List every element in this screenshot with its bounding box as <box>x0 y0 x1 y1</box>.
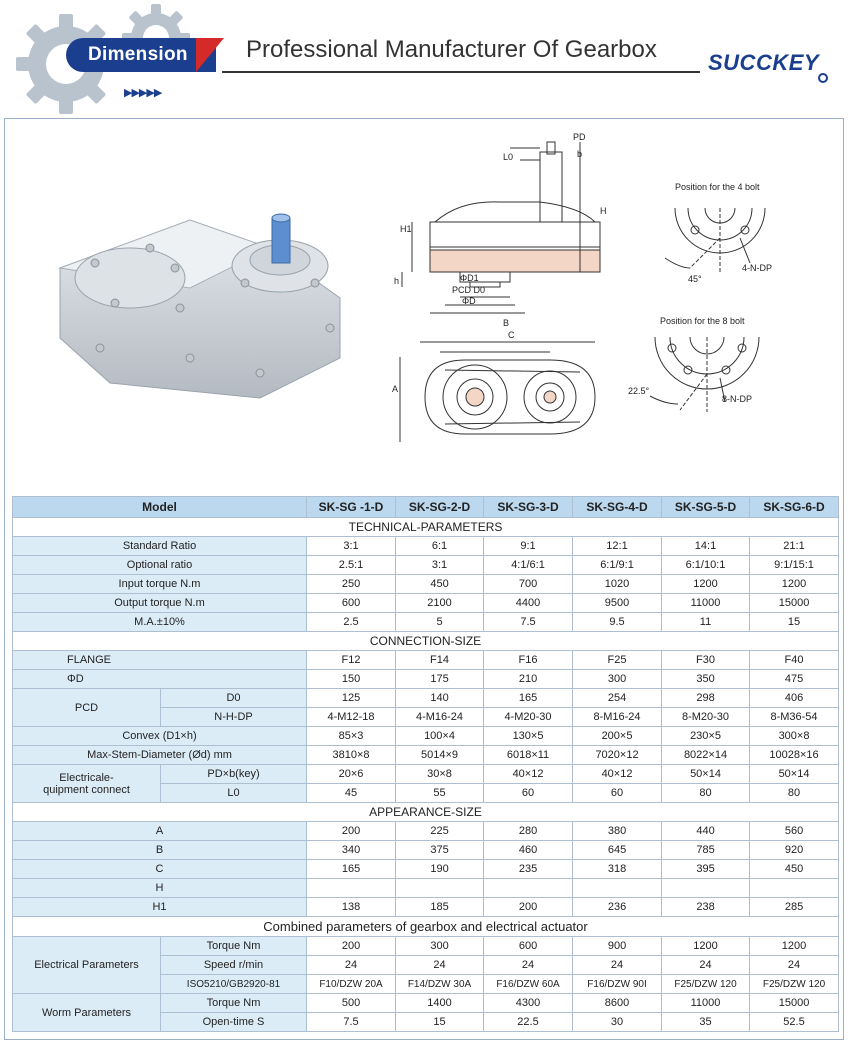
model-header-3: SK-SG-3-D <box>484 497 573 518</box>
value-cell: 920 <box>750 841 839 860</box>
value-cell: 600 <box>307 594 396 613</box>
value-cell: 35 <box>662 1013 750 1032</box>
param-label: Optional ratio <box>13 556 307 575</box>
value-cell: F10/DZW 20A <box>307 975 396 994</box>
value-cell: 4300 <box>484 994 573 1013</box>
value-cell: 6:1 <box>396 537 484 556</box>
dim-label-pd: PD <box>573 132 586 142</box>
value-cell: 15000 <box>750 594 839 613</box>
value-cell: 900 <box>573 937 662 956</box>
value-cell: 24 <box>750 956 839 975</box>
table-row <box>13 518 839 537</box>
value-cell: 60 <box>573 784 662 803</box>
value-cell: F12 <box>307 651 396 670</box>
dim-label-d: ΦD <box>462 296 476 306</box>
table-row <box>13 994 839 1013</box>
value-cell: F25/DZW 120 <box>750 975 839 994</box>
value-cell: 235 <box>484 860 573 879</box>
value-cell: 85×3 <box>307 727 396 746</box>
value-cell: 1200 <box>750 937 839 956</box>
value-cell: 55 <box>396 784 484 803</box>
page-header <box>0 0 850 112</box>
value-cell: 250 <box>307 575 396 594</box>
value-cell: 2100 <box>396 594 484 613</box>
dim-label-b-large: B <box>503 318 510 328</box>
value-cell: 350 <box>662 670 750 689</box>
model-header-2: SK-SG-2-D <box>396 497 484 518</box>
group-label: Electrical Parameters <box>13 937 161 994</box>
value-cell: 5014×9 <box>396 746 484 765</box>
model-header: Model <box>13 497 307 518</box>
param-label: H1 <box>13 898 307 917</box>
value-cell: 2.5 <box>307 613 396 632</box>
section-title: TECHNICAL-PARAMETERS <box>13 518 839 537</box>
value-cell: 80 <box>750 784 839 803</box>
sub-param-label: L0 <box>161 784 307 803</box>
dim-label-h-small: h <box>394 276 400 286</box>
table-row <box>13 879 839 898</box>
value-cell: 395 <box>662 860 750 879</box>
param-label: PCD <box>13 689 161 727</box>
dimension-drawing <box>390 132 640 452</box>
value-cell: 30×8 <box>396 765 484 784</box>
value-cell: 60 <box>484 784 573 803</box>
sub-param-label: N-H-DP <box>161 708 307 727</box>
value-cell: 1200 <box>662 575 750 594</box>
table-row <box>13 898 839 917</box>
value-cell: 15 <box>396 1013 484 1032</box>
value-cell: 7.5 <box>484 613 573 632</box>
value-cell <box>396 879 484 898</box>
value-cell: 7.5 <box>307 1013 396 1032</box>
bolt8-diagram <box>620 312 790 424</box>
table-row <box>13 841 839 860</box>
value-cell: 8-M20-30 <box>662 708 750 727</box>
value-cell: 150 <box>307 670 396 689</box>
value-cell: 2.5:1 <box>307 556 396 575</box>
value-cell: 8600 <box>573 994 662 1013</box>
table-row <box>13 689 839 708</box>
value-cell: 340 <box>307 841 396 860</box>
param-label: Standard Ratio <box>13 537 307 556</box>
value-cell: 318 <box>573 860 662 879</box>
value-cell: 100×4 <box>396 727 484 746</box>
table-row <box>13 575 839 594</box>
value-cell: 22.5 <box>484 1013 573 1032</box>
badge-accent <box>196 38 224 72</box>
value-cell: 24 <box>396 956 484 975</box>
value-cell: 9.5 <box>573 613 662 632</box>
table-row <box>13 613 839 632</box>
table-row <box>13 632 839 651</box>
brand-logo: SUCCKEY <box>708 50 820 75</box>
value-cell: F25/DZW 120 <box>662 975 750 994</box>
dim-label-d1: ΦD1 <box>460 273 479 283</box>
value-cell: 200 <box>484 898 573 917</box>
value-cell: 15000 <box>750 994 839 1013</box>
value-cell: 14:1 <box>662 537 750 556</box>
model-header-6: SK-SG-6-D <box>750 497 839 518</box>
value-cell: 50×14 <box>662 765 750 784</box>
value-cell: 375 <box>396 841 484 860</box>
table-row <box>13 917 839 937</box>
value-cell: 50×14 <box>750 765 839 784</box>
value-cell: 785 <box>662 841 750 860</box>
value-cell: 460 <box>484 841 573 860</box>
value-cell: 7020×12 <box>573 746 662 765</box>
value-cell: 24 <box>484 956 573 975</box>
value-cell: 450 <box>396 575 484 594</box>
table-row <box>13 556 839 575</box>
value-cell: 140 <box>396 689 484 708</box>
sub-param-label: D0 <box>161 689 307 708</box>
value-cell: 200 <box>307 822 396 841</box>
param-label: M.A.±10% <box>13 613 307 632</box>
dim-label-h: H <box>600 206 607 216</box>
param-label: Convex (D1×h) <box>13 727 307 746</box>
value-cell: 1200 <box>662 937 750 956</box>
value-cell: F30 <box>662 651 750 670</box>
table-row <box>13 937 839 956</box>
value-cell: 380 <box>573 822 662 841</box>
value-cell: 4-M16-24 <box>396 708 484 727</box>
value-cell: 1400 <box>396 994 484 1013</box>
value-cell: 3810×8 <box>307 746 396 765</box>
value-cell: F16/DZW 90I <box>573 975 662 994</box>
value-cell: 125 <box>307 689 396 708</box>
value-cell: 45 <box>307 784 396 803</box>
value-cell: 138 <box>307 898 396 917</box>
value-cell: 406 <box>750 689 839 708</box>
sub-param-label: Open-time S <box>161 1013 307 1032</box>
sub-param-label: PD×b(key) <box>161 765 307 784</box>
table-row <box>13 670 839 689</box>
value-cell: 30 <box>573 1013 662 1032</box>
value-cell: 4400 <box>484 594 573 613</box>
value-cell: 700 <box>484 575 573 594</box>
value-cell: 645 <box>573 841 662 860</box>
sub-param-label: ISO5210/GB2920-81 <box>161 975 307 994</box>
sub-param-label: Torque Nm <box>161 937 307 956</box>
value-cell <box>484 879 573 898</box>
value-cell: 230×5 <box>662 727 750 746</box>
value-cell: 200 <box>307 937 396 956</box>
value-cell: 600 <box>484 937 573 956</box>
value-cell: F40 <box>750 651 839 670</box>
value-cell: 11 <box>662 613 750 632</box>
table-row <box>13 765 839 784</box>
group-label: Worm Parameters <box>13 994 161 1032</box>
param-label: A <box>13 822 307 841</box>
dim-label-pcd: PCD D0 <box>452 285 486 295</box>
spec-table <box>12 496 839 1032</box>
value-cell: 165 <box>484 689 573 708</box>
param-label: B <box>13 841 307 860</box>
value-cell: 24 <box>662 956 750 975</box>
gearbox-photo <box>40 208 352 404</box>
bolt8-label: 8-N-DP <box>722 394 753 404</box>
value-cell: 24 <box>307 956 396 975</box>
value-cell: F25 <box>573 651 662 670</box>
value-cell: 175 <box>396 670 484 689</box>
value-cell: 560 <box>750 822 839 841</box>
dim-label-c: C <box>508 330 515 340</box>
sub-param-label: Speed r/min <box>161 956 307 975</box>
value-cell: 200×5 <box>573 727 662 746</box>
bolt8-title: Position for the 8 bolt <box>660 316 745 326</box>
bolt4-title: Position for the 4 bolt <box>675 182 760 192</box>
param-label: Max-Stem-Diameter (Ød) mm <box>13 746 307 765</box>
bolt4-angle: 45° <box>688 274 702 284</box>
arrows-icon: ▶▶▶▶▶ <box>124 87 162 99</box>
value-cell: F14/DZW 30A <box>396 975 484 994</box>
value-cell <box>573 879 662 898</box>
section-title: Combined parameters of gearbox and electrical actuator <box>13 917 839 937</box>
table-row <box>13 594 839 613</box>
value-cell: 21:1 <box>750 537 839 556</box>
value-cell: 80 <box>662 784 750 803</box>
value-cell: 165 <box>307 860 396 879</box>
table-row <box>13 727 839 746</box>
dim-label-a: A <box>392 384 399 394</box>
logo-mark <box>818 73 828 83</box>
value-cell: 300 <box>396 937 484 956</box>
value-cell: 15 <box>750 613 839 632</box>
value-cell: 40×12 <box>573 765 662 784</box>
value-cell: 4:1/6:1 <box>484 556 573 575</box>
table-row <box>13 746 839 765</box>
value-cell: 285 <box>750 898 839 917</box>
value-cell: 298 <box>662 689 750 708</box>
dim-label-b: b <box>577 149 583 159</box>
value-cell: 52.5 <box>750 1013 839 1032</box>
section-title: CONNECTION-SIZE <box>13 632 839 651</box>
value-cell: 5 <box>396 613 484 632</box>
value-cell: 20×6 <box>307 765 396 784</box>
value-cell: 236 <box>573 898 662 917</box>
value-cell: 1020 <box>573 575 662 594</box>
value-cell: 11000 <box>662 594 750 613</box>
value-cell: 238 <box>662 898 750 917</box>
table-row <box>13 537 839 556</box>
value-cell <box>662 879 750 898</box>
section-badge: Dimension <box>66 38 216 72</box>
table-row <box>13 822 839 841</box>
param-label-line: Electricale- <box>59 771 114 784</box>
value-cell: 10028×16 <box>750 746 839 765</box>
value-cell: 4-M12-18 <box>307 708 396 727</box>
param-label: Input torque N.m <box>13 575 307 594</box>
value-cell: 254 <box>573 689 662 708</box>
value-cell: 3:1 <box>396 556 484 575</box>
param-label: Output torque N.m <box>13 594 307 613</box>
value-cell: 450 <box>750 860 839 879</box>
value-cell <box>750 879 839 898</box>
value-cell <box>307 879 396 898</box>
value-cell: 24 <box>573 956 662 975</box>
value-cell: 6:1/10:1 <box>662 556 750 575</box>
value-cell: 185 <box>396 898 484 917</box>
value-cell: 40×12 <box>484 765 573 784</box>
value-cell: 9:1 <box>484 537 573 556</box>
value-cell: F16/DZW 60A <box>484 975 573 994</box>
value-cell: 280 <box>484 822 573 841</box>
value-cell: 6018×11 <box>484 746 573 765</box>
value-cell: 9:1/15:1 <box>750 556 839 575</box>
value-cell: 11000 <box>662 994 750 1013</box>
value-cell: 12:1 <box>573 537 662 556</box>
model-header-5: SK-SG-5-D <box>662 497 750 518</box>
param-label <box>13 765 161 803</box>
value-cell: 300 <box>573 670 662 689</box>
model-header-4: SK-SG-4-D <box>573 497 662 518</box>
dim-label-h1: H1 <box>400 224 412 234</box>
value-cell: 475 <box>750 670 839 689</box>
value-cell: 9500 <box>573 594 662 613</box>
param-label: H <box>13 879 307 898</box>
param-label: FLANGE <box>13 651 307 670</box>
value-cell: 210 <box>484 670 573 689</box>
sub-param-label: Torque Nm <box>161 994 307 1013</box>
bolt4-label: 4-N-DP <box>742 263 773 273</box>
value-cell: 6:1/9:1 <box>573 556 662 575</box>
value-cell: 190 <box>396 860 484 879</box>
value-cell: 130×5 <box>484 727 573 746</box>
value-cell: F16 <box>484 651 573 670</box>
page-title: Professional Manufacturer Of Gearbox <box>246 36 657 63</box>
value-cell: 8-M36-54 <box>750 708 839 727</box>
param-label-line: quipment connect <box>43 783 130 796</box>
model-header-1: SK-SG -1-D <box>307 497 396 518</box>
value-cell: 8022×14 <box>662 746 750 765</box>
dim-label-l0: L0 <box>503 152 514 162</box>
value-cell: F14 <box>396 651 484 670</box>
value-cell: 440 <box>662 822 750 841</box>
table-header-row <box>13 497 839 518</box>
bolt8-angle: 22.5° <box>628 386 650 396</box>
section-title: APPEARANCE-SIZE <box>13 803 839 822</box>
value-cell: 300×8 <box>750 727 839 746</box>
value-cell: 1200 <box>750 575 839 594</box>
value-cell: 8-M16-24 <box>573 708 662 727</box>
bolt4-diagram <box>650 178 800 290</box>
param-label: ΦD <box>13 670 307 689</box>
value-cell: 4-M20-30 <box>484 708 573 727</box>
table-row <box>13 860 839 879</box>
value-cell: 3:1 <box>307 537 396 556</box>
param-label: C <box>13 860 307 879</box>
table-row <box>13 803 839 822</box>
title-underline <box>222 71 700 73</box>
value-cell: 500 <box>307 994 396 1013</box>
table-row <box>13 651 839 670</box>
value-cell: 225 <box>396 822 484 841</box>
